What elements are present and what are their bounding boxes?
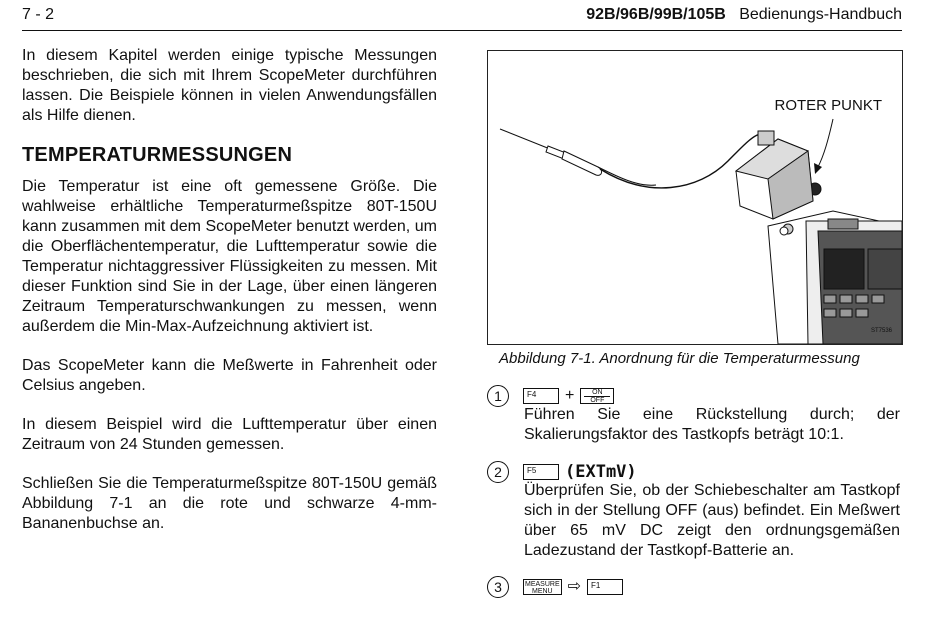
off-label: OFF — [590, 397, 605, 404]
f4-key: F4 — [523, 388, 559, 404]
figure-caption: Abbildung 7-1. Anordnung für die Temperaturmessung — [499, 350, 860, 367]
left-column — [22, 46, 437, 553]
on-label: ON — [592, 389, 603, 396]
header-rule — [22, 30, 902, 31]
softkey-label: (EXTmV) — [565, 462, 637, 482]
step-number: 2 — [487, 461, 509, 483]
key-sequence — [523, 385, 614, 407]
on-off-key — [580, 388, 614, 404]
measure-label: MEASURE — [525, 581, 560, 588]
step-number: 3 — [487, 576, 509, 598]
temperature-probe-icon — [500, 129, 656, 185]
probe-setup-illustration — [488, 51, 902, 344]
f1-key: F1 — [587, 579, 623, 595]
body-paragraph-4: Schließen Sie die Temperaturmeßspitze 80T-150U gemäß Abbildung 7-1 an die rote und schwarze 4-mm-Bananenbuchse an. — [22, 475, 437, 532]
manual-title: Bedienungs-Handbuch — [739, 6, 902, 23]
label-arrow — [818, 119, 833, 167]
step-text: Führen Sie eine Rückstellung durch; der Skalierungsfaktor des Tastkopfs beträgt 10:1. — [524, 406, 900, 443]
menu-label: MENU — [532, 588, 553, 595]
figure-7-1 — [487, 50, 903, 345]
running-header — [586, 6, 902, 24]
intro-paragraph: In diesem Kapitel werden einige typische Messungen beschrieben, die sich mit Ihrem ScopeMeter durchführen lassen. Die Beispiele können in vielen Anwendungsfällen als Hilfe dienen. — [22, 47, 437, 124]
model-list: 92B/96B/99B/105B — [586, 6, 726, 23]
f5-key: F5 — [523, 464, 559, 480]
key-sequence — [523, 576, 623, 598]
step-3 — [487, 576, 907, 602]
red-dot-label: ROTER PUNKT — [774, 97, 882, 114]
section-heading: TEMPERATURMESSUNGEN — [22, 144, 293, 166]
step-1 — [487, 385, 907, 455]
body-paragraph-3: In diesem Beispiel wird die Lufttemperatur über einen Zeitraum von 24 Stunden gemessen. — [22, 416, 437, 453]
step-text: Überprüfen Sie, ob der Schiebeschalter am Tastkopf sich in der Stellung OFF (aus) befindet. Ein Meßwert über 65 mV DC zeigt den ordnungsgemäßen Ladezustand der Tastkopf-Batterie an. — [524, 482, 900, 559]
page-number: 7 - 2 — [22, 6, 55, 23]
measure-menu-key — [523, 579, 562, 595]
body-paragraph-2: Das ScopeMeter kann die Meßwerte in Fahrenheit oder Celsius angeben. — [22, 357, 437, 394]
figure-code: ST7536 — [870, 328, 892, 334]
plus-sign: + — [565, 387, 575, 404]
key-sequence — [523, 461, 637, 483]
body-paragraph-1: Die Temperatur ist eine oft gemessene Größe. Die wahlweise erhältliche Temperaturmeßspitze 80T-150U kann zusammen mit dem ScopeMeter benutzt werden, um die Oberflächentemperatur, die Lufttemperatur sowie die Temperatur nichtaggressiver Flüssigkeiten zu messen. Mit dieser Funktion sind Sie in der Lage, über einen längeren Zeitraum Temperaturschwankungen zu messen, wenn außerdem die Min-Max-Aufzeichnung aktiviert ist. — [22, 178, 437, 335]
arrow-right-icon: ⇨ — [567, 578, 582, 595]
step-number: 1 — [487, 385, 509, 407]
step-2 — [487, 461, 907, 571]
